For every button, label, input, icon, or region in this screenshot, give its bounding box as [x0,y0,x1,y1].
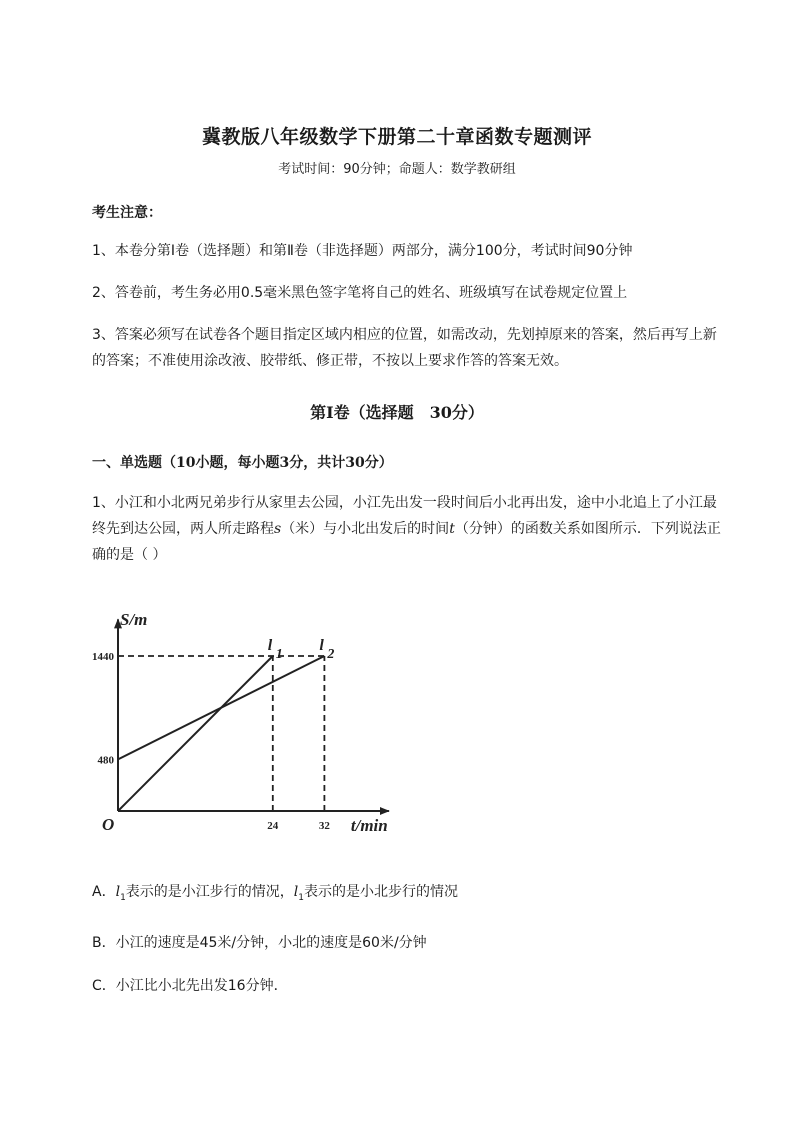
option-a-prefix: A． [92,884,116,900]
option-c: C．小江比小北先出发16分钟． [92,978,288,994]
option-a-mid: 表示的是小江步行的情况， [125,884,294,900]
section-title: 第I卷（选择题 30分） [310,403,484,422]
option-a [92,881,458,903]
series-label-subscript-2: 2 [327,647,335,662]
option-a-l2: l [293,884,299,900]
series-line-l2 [118,656,324,759]
x-tick-label-24: 24 [267,820,279,832]
option-a-end: 表示的是小北步行的情况 [304,884,459,900]
notice-item-1: 1、本卷分第I卷（选择题）和第Ⅱ卷（非选择题）两部分，满分100分，考试时间90分钟 [92,243,633,259]
notice-item-2: 2、答卷前，考生务必用0.5毫米黑色签字笔将自己的姓名、班级填写在试卷规定位置上 [92,285,628,301]
series-label-subscript-1: 1 [275,647,283,662]
part-heading: 一、单选题（10小题，每小题3分，共计30分） [92,455,393,471]
variable-t: t [449,521,455,537]
y-tick-label-480: 480 [97,754,114,767]
question-1-text-a: 1、小江和小北两兄弟步行从家里去公园，小江先出发一段时间后小北再出发，途中小北追上了小江最终先到达公园，两人所走路程 [92,495,717,537]
option-a-l1: l [115,884,121,900]
origin-label: O [102,815,115,834]
option-a-l1-sub: 1 [120,892,126,903]
variable-s: s [274,521,282,537]
notice-heading: 考生注意： [92,205,162,221]
question-1-text-c: （分钟）的函数关系如图所示．下列说法正确的是（ ） [92,521,721,563]
option-b: B．小江的速度是45米/分钟，小北的速度是60米/分钟 [92,935,427,951]
y-tick-label-1440: 1440 [92,651,114,663]
function-graph [80,598,420,848]
option-a-l2-sub: 1 [298,892,305,903]
y-axis-label: S/m [120,610,148,629]
series-label-l1: l [267,637,273,654]
page-title: 冀教版八年级数学下册第二十章函数专题测评 [201,126,592,148]
page-subtitle: 考试时间：90分钟；命题人：数学教研组 [278,162,516,177]
notice-item-3: 3、答案必须写在试卷各个题目指定区域内相应的位置，如需改动，先划掉原来的答案，然后再写上新的答案；不准使用涂改液、胶带纸、修正带，不按以上要求作答的答案无效。 [92,327,717,369]
series-label-l2: l [319,637,324,654]
question-1-stem [92,490,724,568]
series-line-l1 [118,656,273,811]
x-axis-label: t/min [350,816,388,835]
x-tick-label-32: 32 [318,820,330,832]
question-1-text-b: （米）与小北出发后的时间 [281,521,450,537]
